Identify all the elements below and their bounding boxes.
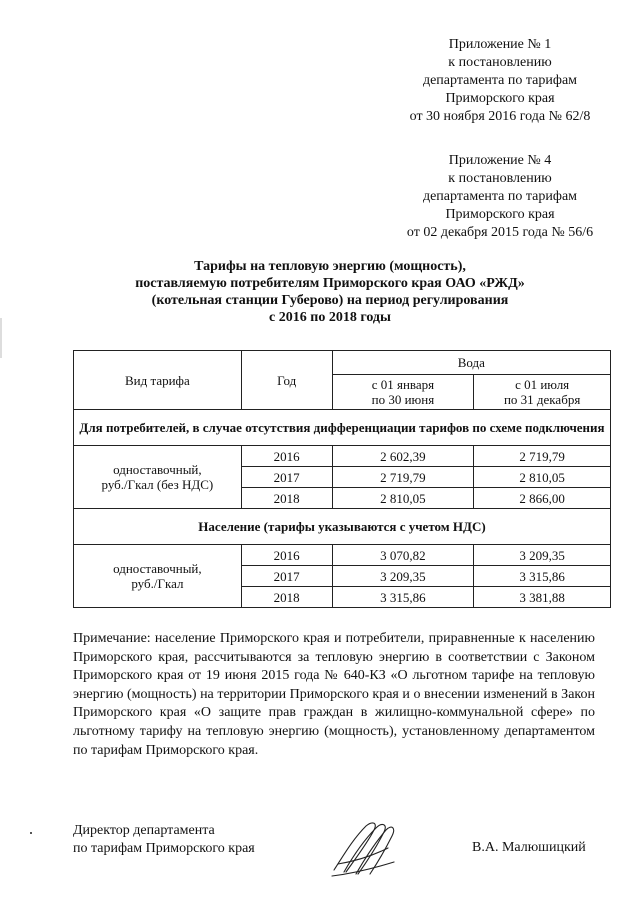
year-cell: 2017 [241,467,332,488]
header-period-2 [474,375,611,410]
appendix-4-ref: к постановлению [448,171,552,186]
director-line-2: по тарифам Приморского края [73,841,255,856]
document-title [60,258,600,326]
section-title-consumers: Для потребителей, в случае отсутствия дифференциации тарифов по схеме подключения [74,410,611,446]
appendix-4-block [376,152,624,242]
table-row [74,545,611,566]
scan-edge-mark [0,318,2,358]
header-tariff-type: Вид тарифа [74,351,242,410]
year-cell: 2018 [241,587,332,608]
tariff-cell-h2: 3 381,88 [474,587,611,608]
tariff-cell-h2: 2 810,05 [474,467,611,488]
appendix-1-dept: департамента по тарифам [422,73,578,88]
appendix-1-ref: к постановлению [448,55,552,70]
year-cell: 2017 [241,566,332,587]
tariff-table [73,350,611,608]
header-period-1-from: с 01 января [371,377,435,392]
appendix-4-date: от 02 декабря 2015 года № 56/6 [406,225,594,240]
header-period-2-to: по 31 декабря [503,392,581,407]
header-period-1-to: по 30 июня [371,392,435,407]
year-cell: 2016 [241,446,332,467]
year-cell: 2018 [241,488,332,509]
tariff-cell-h1: 3 209,35 [332,566,474,587]
tariff-label-line: одноставочный, [113,561,202,576]
director-title [73,822,255,858]
tariff-cell-h1: 3 070,82 [332,545,474,566]
signer-name: В.А. Малюшицкий [472,840,586,855]
title-line-2: поставляемую потребителям Приморского края ОАО «РЖД» [135,276,525,291]
note-paragraph: Примечание: население Приморского края и потребители, приравненные к населению Приморского края, рассчитываются за тепловую энергию в соответствии с Законом Приморского края от 19 июня 2015 года № 640-КЗ «О льготном тарифе на тепловую энергию (мощность) на территории Приморского края и о внесении изменений в Закон Приморского края «О защите прав граждан в жилищно-коммунальной сфере» по льготному тарифу на тепловую энергию (мощность), установленному департаментом по тарифам Приморского края. [73,631,595,758]
title-line-1: Тарифы на тепловую энергию (мощность), [194,259,466,274]
header-year: Год [241,351,332,410]
header-period-1 [332,375,474,410]
tariff-cell-h1: 2 810,05 [332,488,474,509]
handwritten-signature [328,818,400,880]
tariff-label-consumers [74,446,242,509]
appendix-1-number: Приложение № 1 [448,37,552,52]
tariff-cell-h1: 2 719,79 [332,467,474,488]
tariff-cell-h2: 2 866,00 [474,488,611,509]
header-water: Вода [332,351,610,375]
director-line-1: Директор департамента [73,823,215,838]
tariff-cell-h1: 2 602,39 [332,446,474,467]
appendix-1-date: от 30 ноября 2016 года № 62/8 [409,109,591,124]
tariff-cell-h1: 3 315,86 [332,587,474,608]
appendix-4-dept: департамента по тарифам [422,189,578,204]
tariff-cell-h2: 3 315,86 [474,566,611,587]
tariff-label-population [74,545,242,608]
tariff-label-unit: руб./Гкал [131,576,184,591]
table-row [74,446,611,467]
title-line-4: с 2016 по 2018 годы [269,310,391,325]
title-line-3: (котельная станции Губерово) на период регулирования [151,293,509,308]
section-title-population: Население (тарифы указываются с учетом НДС) [74,509,611,545]
tariff-cell-h2: 3 209,35 [474,545,611,566]
year-cell: 2016 [241,545,332,566]
scan-speck [30,832,32,834]
tariff-label-unit: руб./Гкал (без НДС) [101,477,214,492]
tariff-cell-h2: 2 719,79 [474,446,611,467]
appendix-4-number: Приложение № 4 [448,153,552,168]
header-period-2-from: с 01 июля [515,377,570,392]
appendix-1-region: Приморского края [445,91,555,106]
tariff-label-line: одноставочный, [113,462,202,477]
appendix-1-block [376,36,624,126]
appendix-4-region: Приморского края [445,207,555,222]
